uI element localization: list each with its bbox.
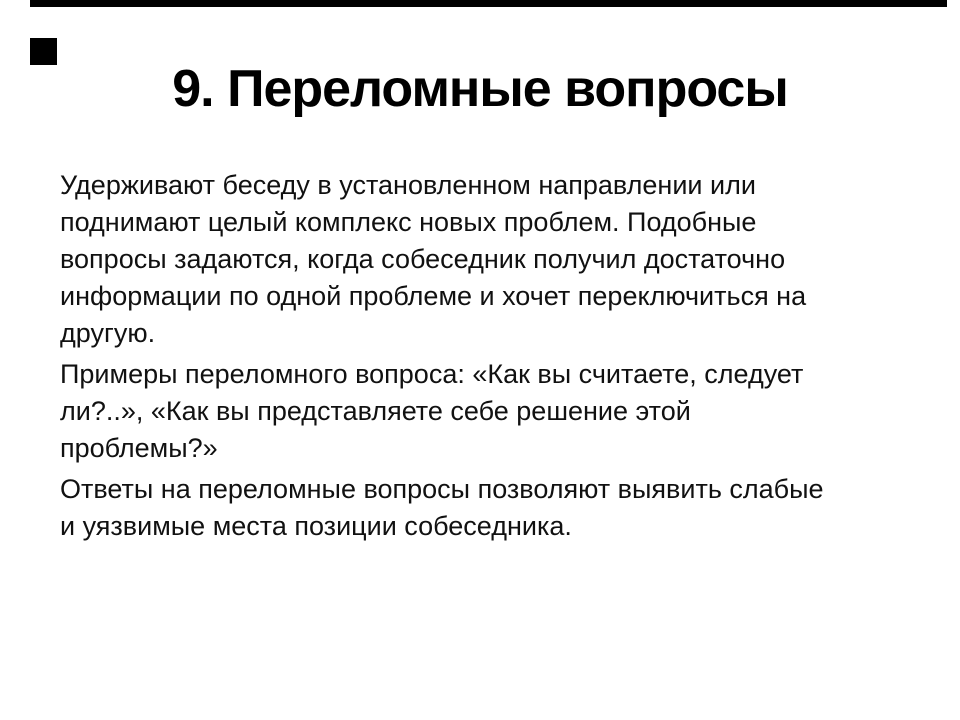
text-line: проблемы?» [60, 433, 218, 463]
text-line: и уязвимые места позиции собеседника. [60, 511, 572, 541]
text-line: Удерживают беседу в установленном направлении или [60, 170, 756, 200]
text-line: Примеры переломного вопроса: «Как вы считаете, следует [60, 359, 804, 389]
text-line: вопросы задаются, когда собеседник получил достаточно [60, 244, 786, 274]
paragraph-3 [60, 471, 930, 545]
text-line: информации по одной проблеме и хочет переключиться на [60, 281, 807, 311]
text-line: ли?..», «Как вы представляете себе решение этой [60, 396, 691, 426]
text-line: другую. [60, 318, 156, 348]
slide-body [60, 167, 930, 549]
text-line: Ответы на переломные вопросы позволяют выявить слабые [60, 474, 824, 504]
text-line: поднимают целый комплекс новых проблем. Подобные [60, 207, 757, 237]
slide-title: 9. Переломные вопросы [172, 60, 788, 118]
paragraph-1 [60, 167, 930, 352]
top-rule-decoration [30, 0, 947, 7]
paragraph-2 [60, 356, 930, 467]
